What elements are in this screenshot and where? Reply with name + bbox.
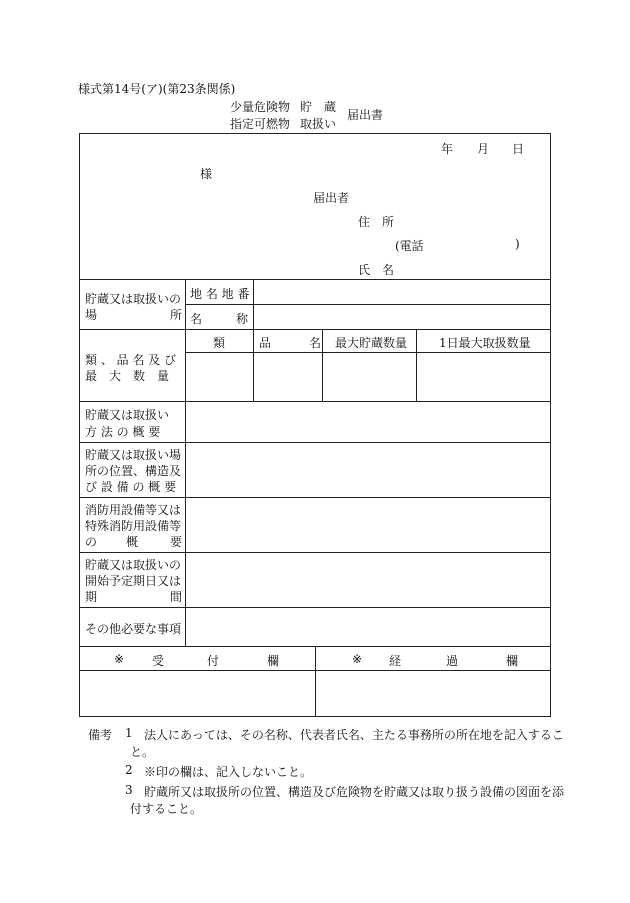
note-2-number: 2 [125,763,133,777]
addressee: 様 [200,167,213,181]
date-day: 日 [512,142,525,156]
phone-open: (電話 [395,239,424,253]
progress-mark: ※ [352,652,363,666]
title-left-line2: 指定可燃物 [230,117,291,131]
period-label-3b: 間 [170,590,183,604]
name-label: 氏 名 [358,263,395,277]
note-1-line1: 法人にあっては、その名称、代表者氏名、主たる事務所の所在地を記入するこ [144,728,564,742]
progress-col-3: 欄 [506,654,519,668]
col-item-header-2: 名 [309,336,322,350]
period-label-1: 貯蔵又は取扱いの [85,558,182,572]
date-year: 年 [441,142,454,156]
progress-col-2: 過 [446,654,459,668]
form-label: 様式第14号(ア)(第23条関係) [78,82,236,96]
place-label-2a: 場 [85,308,98,322]
note-2-line1: ※印の欄は、記入しないこと。 [144,765,313,779]
applicant-label: 届出者 [313,191,350,205]
facility-name-label-2: 称 [236,312,249,326]
other-label: その他必要な事項 [85,622,182,636]
fire-label-3c: 要 [170,535,183,549]
fire-label-3b: 概 [126,535,139,549]
facility-name-label-1: 名 [190,312,203,326]
structure-label-1: 貯蔵又は取扱い場 [85,448,182,462]
note-3-number: 3 [125,783,133,797]
method-label-2: 方 法 の 概 要 [85,425,161,439]
lot-number-label: 地 名 地 番 [190,287,250,301]
note-3-line2: 付すること。 [130,802,203,816]
notes-heading: 備考 [88,728,113,742]
place-label-2b: 所 [170,308,183,322]
period-label-3a: 期 [85,590,98,604]
fire-label-2: 特殊消防用設備等 [85,519,182,533]
progress-col-1: 経 [389,654,402,668]
col-max-storage-header: 最大貯蔵数量 [335,336,408,350]
title-suffix: 届出書 [347,108,384,122]
note-1-number: 1 [125,726,133,740]
col-item-header-1: 品 [259,336,272,350]
address-label: 住 所 [358,215,395,229]
structure-label-2: 所の位置、構造及 [85,464,182,478]
reception-mark: ※ [114,652,125,666]
structure-label-3: び 設 備 の 概 要 [85,480,177,494]
place-label-1: 貯蔵又は取扱いの [85,292,182,306]
title-right-line2: 取扱い [300,117,337,131]
title-left-line1: 少量危険物 [230,100,291,114]
fire-label-3a: の [85,535,98,549]
title-right-line1: 貯 蔵 [300,100,337,114]
note-3-line1: 貯蔵所又は取扱所の位置、構造及び危険物を貯蔵又は取り扱う設備の図面を添 [144,785,565,799]
reception-col-3: 欄 [267,654,280,668]
col-type-header: 類 [213,336,226,350]
method-label-1: 貯蔵又は取扱い [85,408,170,422]
type-label-2: 最 大 数 量 [85,369,170,383]
phone-close: ) [515,237,520,251]
date-month: 月 [477,142,490,156]
period-label-2: 開始予定期日又は [85,574,182,588]
type-label-1: 類 、 品 名 及 び [85,353,177,367]
reception-col-1: 受 [152,654,165,668]
fire-label-1: 消防用設備等又は [85,503,182,517]
col-daily-max-header: 1日最大取扱数量 [439,336,531,350]
reception-col-2: 付 [207,654,220,668]
note-1-line2: と。 [130,745,155,759]
